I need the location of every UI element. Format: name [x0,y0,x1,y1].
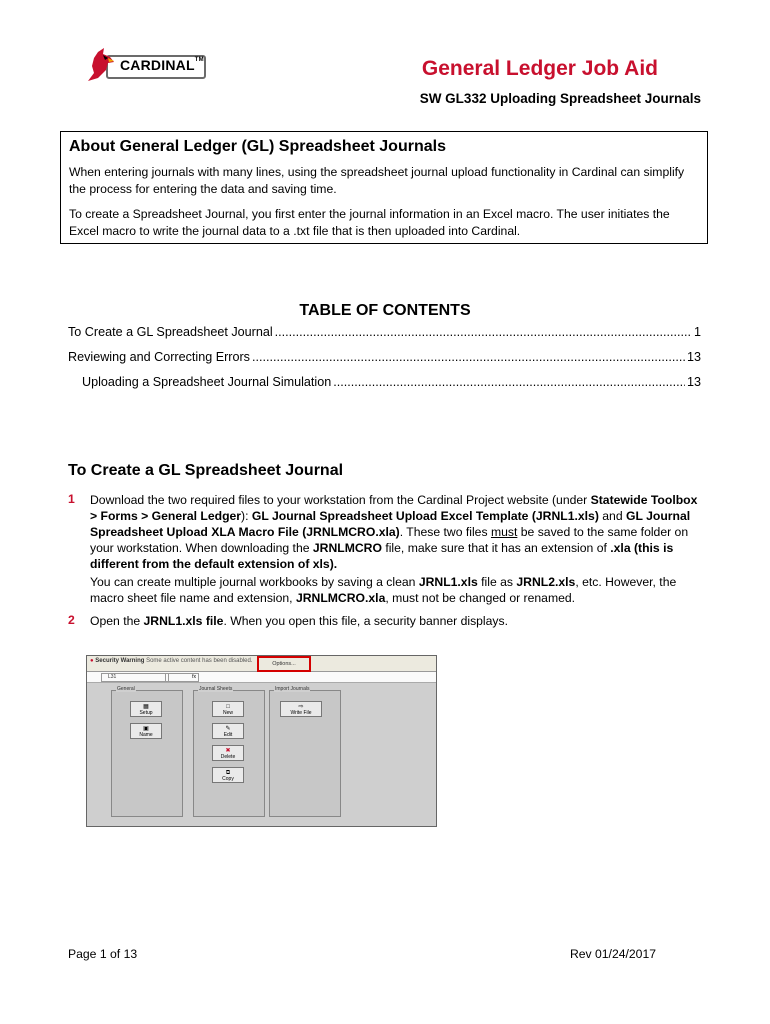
toc-entry-page: 13 [686,375,701,389]
toc-entry-label: Reviewing and Correcting Errors [68,350,250,364]
toc-entry-page: 1 [693,325,701,339]
write-file-button[interactable]: ⇨ Write File [280,701,322,717]
cardinal-logo [84,48,206,82]
about-heading: About General Ledger (GL) Spreadsheet Journals [69,138,446,155]
page-subtitle: SW GL332 Uploading Spreadsheet Journals [419,91,701,106]
write-file-icon: ⇨ [298,704,304,710]
step-number: 2 [68,613,75,627]
toc-entry[interactable] [68,347,701,364]
page-title: General Ledger Job Aid [421,57,658,80]
toc-entry-page: 13 [686,350,701,364]
about-box [60,131,708,244]
cardinal-bird-icon [84,48,124,82]
security-banner [87,656,436,672]
options-button[interactable]: Options... [257,656,311,672]
group-label: General [117,686,135,692]
security-warning: ● Security Warning Some active content has been disabled. [90,658,253,664]
footer-revision: Rev 01/24/2017 [569,947,656,961]
copy-button[interactable]: ⧉ Copy [212,767,244,783]
section-heading: To Create a GL Spreadsheet Journal [68,462,344,479]
name-button[interactable]: ▣ Name [130,723,162,739]
copy-icon: ⧉ [225,770,231,776]
fx-label: fx [165,673,199,682]
about-paragraph-1: When entering journals with many lines, using the spreadsheet journal upload functionality in Cardinal can simplify the process for entering the data and saving time. [69,165,685,196]
logo-text: CARDINAL™ [120,57,204,73]
group-general [111,686,183,817]
step-1-text: Download the two required files to your workstation from the Cardinal Project website (under Statewide Toolbox > Forms > General Ledger): GL Journal Spreadsheet Upload Excel Template (JRNL1.xls) and GL Journal Spreadsheet Upload XLA Macro File (JRNLMCRO.xla). These two files must be saved to the same folder on your workstation. When downloading the JRNLMCRO file, make sure that it has an extension of .xla (this is different from the default extension of xls). [90,493,698,571]
toc-entry[interactable] [68,322,701,339]
excel-screenshot [86,655,437,827]
setup-button[interactable]: ▦ Setup [130,701,162,717]
group-journal-sheets [193,686,265,817]
edit-icon: ✎ [225,726,231,732]
toc-entry-label: Uploading a Spreadsheet Journal Simulation [82,375,332,389]
edit-button[interactable]: ✎ Edit [212,723,244,739]
step-number: 1 [68,492,75,506]
toc-leader [275,325,692,339]
toc-leader [252,350,685,364]
setup-icon: ▦ [143,704,149,710]
footer-page: Page 1 of 13 [68,947,138,961]
new-icon: □ [226,704,230,710]
name-box[interactable]: L31 [101,673,169,682]
name-icon: ▣ [143,726,149,732]
formula-bar [87,672,436,683]
shield-icon: ● [90,658,94,664]
group-import-journals [269,686,341,817]
group-label: Import Journals [275,686,310,692]
delete-icon: ✖ [225,748,231,754]
step-2-text: Open the JRNL1.xls file. When you open this file, a security banner displays. [90,614,508,628]
toc-entry-label: To Create a GL Spreadsheet Journal [68,325,273,339]
group-label: Journal Sheets [199,686,233,692]
toc-entry[interactable] [82,372,701,389]
new-button[interactable]: □ New [212,701,244,717]
toc-leader [333,375,685,389]
delete-button[interactable]: ✖ Delete [212,745,244,761]
about-paragraph-2: To create a Spreadsheet Journal, you first enter the journal information in an Excel macro. The user initiates the Excel macro to write the journal data to a .txt file that is then uploaded into Cardinal. [69,207,670,238]
step-1-note: You can create multiple journal workbooks by saving a clean JRNL1.xls file as JRNL2.xls, etc. However, the macro sheet file name and extension, JRNLMCRO.xla, must not be changed or renamed. [90,575,677,605]
toc-title: TABLE OF CONTENTS [299,302,471,319]
